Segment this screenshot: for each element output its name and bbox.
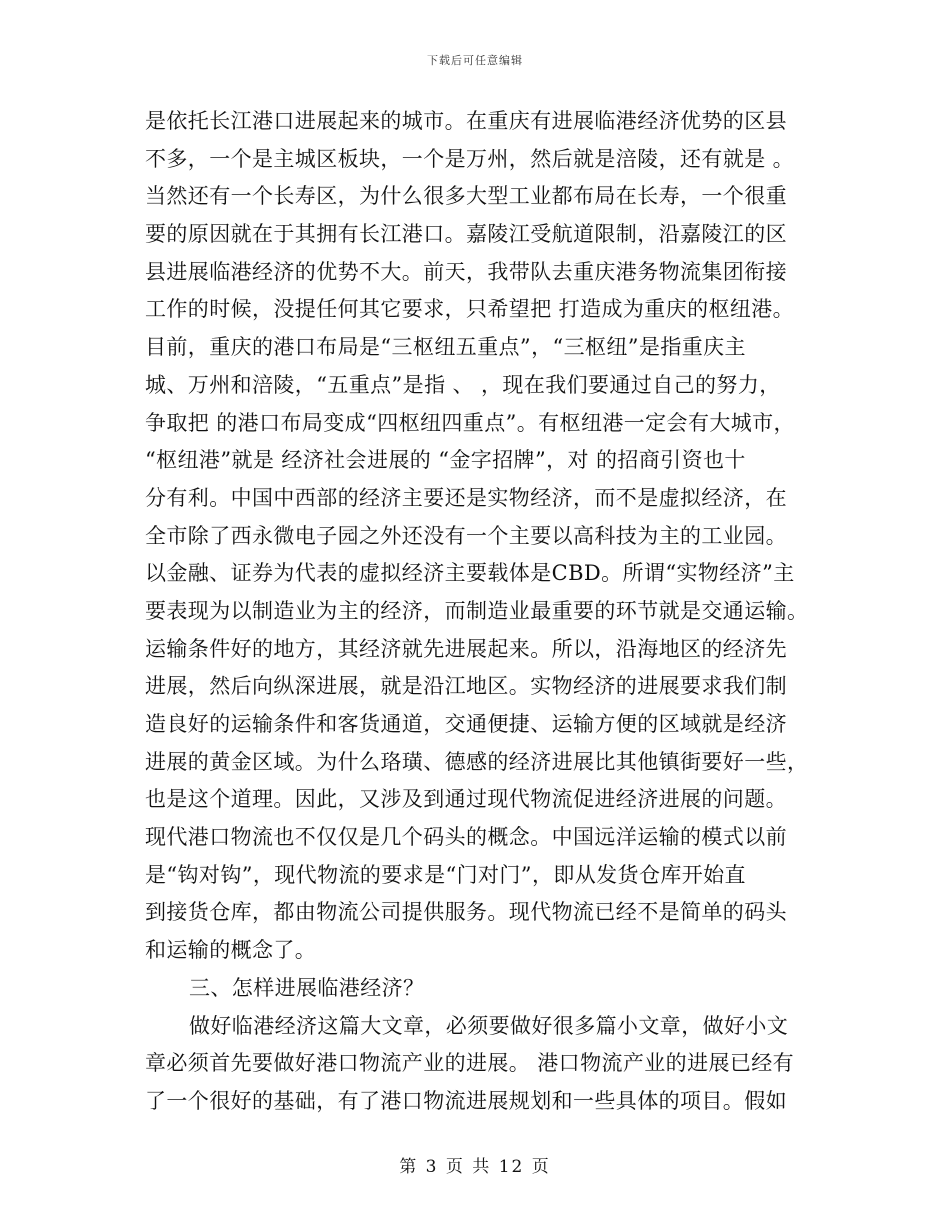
section-heading: 三、怎样进展临港经济？ xyxy=(189,975,425,1000)
text-line: 争取把 的港口布局变成“四枢纽四重点”。有枢纽港一定会有大城市， xyxy=(145,410,795,435)
text-line: 以金融、证券为代表的虚拟经济主要载体是CBD。所谓“实物经济”主 xyxy=(145,561,795,586)
paragraph-line: 做好临港经济这篇大文章，必须要做好很多篇小文章，做好小文 xyxy=(189,1013,789,1038)
text-line: 当然还有一个长寿区，为什么很多大型工业都布局在长寿，一个很重 xyxy=(145,184,787,209)
text-line: 造良好的运输条件和客货通道，交通便捷、运输方便的区域就是经济 xyxy=(145,712,787,736)
paragraph-line: 了一个很好的基础，有了港口物流进展规划和一些具体的项目。假如 xyxy=(145,1088,787,1113)
page-header: 下载后可任意编辑 xyxy=(427,54,523,67)
text-line: 城、万州和涪陵，“五重点”是指 、 ，现在我们要通过自己的努力， xyxy=(145,372,781,397)
text-line: 现代港口物流也不仅仅是几个码头的概念。中国远洋运输的模式以前 xyxy=(145,825,787,850)
text-line: 是“钩对钩”，现代物流的要求是“门对门”，即从发货仓库开始直 xyxy=(145,862,746,887)
text-line: 进展，然后向纵深进展，就是沿江地区。实物经济的进展要求我们制 xyxy=(145,674,787,699)
text-line: 工作的时候，没提任何其它要求，只希望把 打造成为重庆的枢纽港。 xyxy=(145,297,795,322)
text-line: 和运输的概念了。 xyxy=(145,938,317,963)
text-line: 运输条件好的地方，其经济就先进展起来。所以，沿海地区的经济先 xyxy=(145,636,787,661)
paragraph-line: 章必须首先要做好港口物流产业的进展。 港口物流产业的进展已经有 xyxy=(145,1051,795,1076)
text-line: 也是这个道理。因此，又涉及到通过现代物流促进经济进展的问题。 xyxy=(145,787,787,812)
text-line: 不多，一个是主城区板块，一个是万州，然后就是涪陵，还有就是 。 xyxy=(145,146,795,171)
text-line: 是依托长江港口进展起来的城市。在重庆有进展临港经济优势的区县 xyxy=(145,109,787,133)
page-number-footer: 第 3 页 共 12 页 xyxy=(399,1157,551,1177)
text-line: 全市除了西永微电子园之外还没有一个主要以高科技为主的工业园。 xyxy=(145,523,787,548)
text-line: 到接货仓库，都由物流公司提供服务。现代物流已经不是简单的码头 xyxy=(145,900,787,925)
text-line: 目前，重庆的港口布局是“三枢纽五重点”，“三枢纽”是指重庆主 xyxy=(145,335,746,360)
document-body xyxy=(145,103,825,1121)
text-line: “枢纽港”就是 经济社会进展的 “金字招牌”，对 的招商引资也十 xyxy=(145,448,746,473)
text-line: 要的原因就在于其拥有长江港口。嘉陵江受航道限制，沿嘉陵江的区 xyxy=(145,222,787,247)
text-line: 分有利。中国中西部的经济主要还是实物经济，而不是虚拟经济，在 xyxy=(145,485,787,510)
text-line: 进展的黄金区域。为什么珞璜、德感的经济进展比其他镇街要好一些， xyxy=(145,749,809,774)
text-line: 县进展临港经济的优势不大。前天，我带队去重庆港务物流集团衔接 xyxy=(145,259,787,284)
text-line: 要表现为以制造业为主的经济，而制造业最重要的环节就是交通运输。 xyxy=(145,598,809,623)
